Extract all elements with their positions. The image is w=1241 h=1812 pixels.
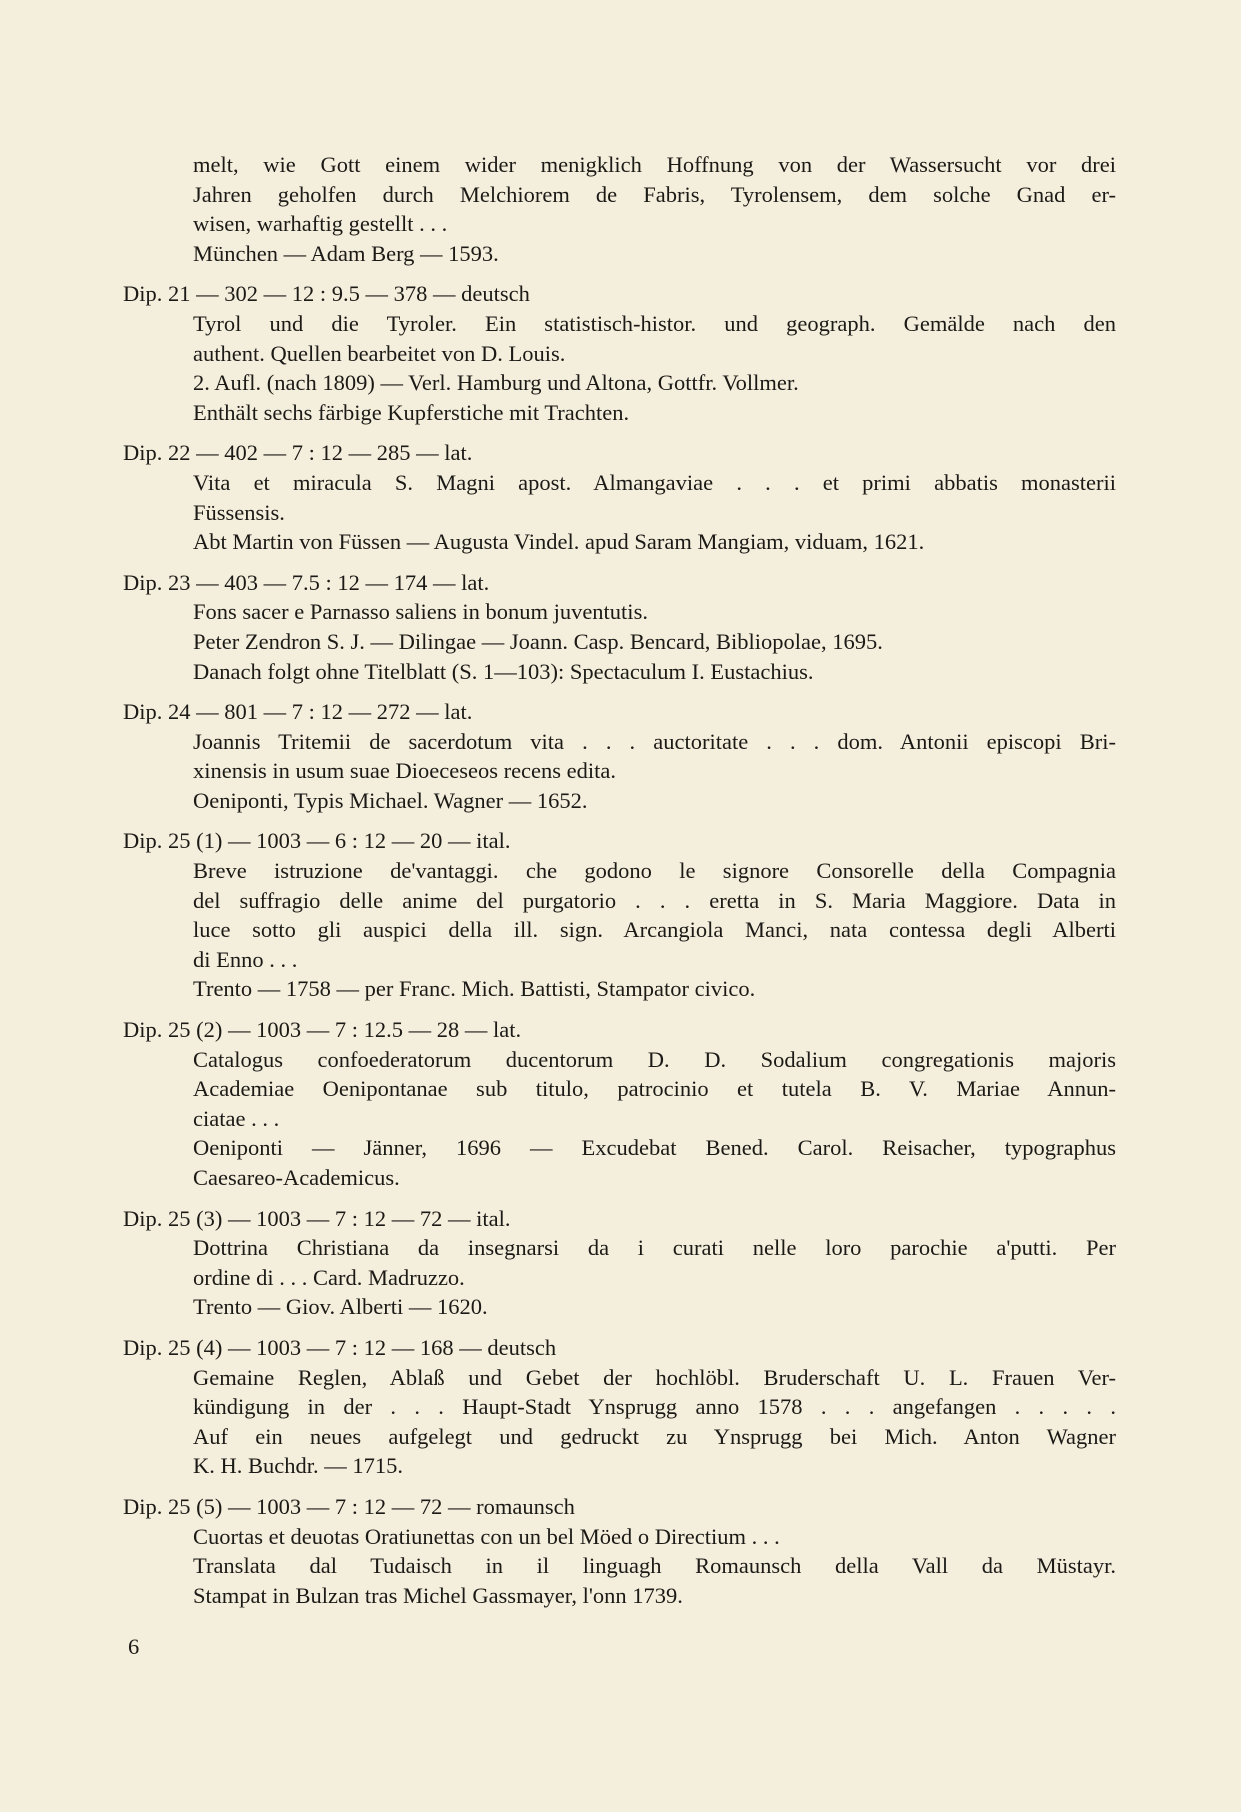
catalog-entry-dip-22 [0, 438, 1241, 556]
catalog-entry-dip-21 [0, 279, 1241, 427]
text-line: Abt Martin von Füssen — Augusta Vindel. apud Saram Mangiam, viduam, 1621. [193, 529, 925, 555]
text-line: Gemaine Reglen, Ablaß und Gebet der hochlöbl. Bruderschaft U. L. Frauen Ver- [193, 1364, 1116, 1390]
catalog-entry-dip-25-4 [0, 1333, 1241, 1481]
entry-heading: Dip. 25 (3) — 1003 — 7 : 12 — 72 — ital. [123, 1205, 511, 1231]
text-line: Füssensis. [193, 499, 285, 525]
text-line: Peter Zendron S. J. — Dilingae — Joann. Casp. Bencard, Bibliopolae, 1695. [193, 628, 883, 654]
catalog-entry-dip-23 [0, 568, 1241, 686]
text-line: Tyrol und die Tyroler. Ein statistisch-histor. und geograph. Gemälde nach den [193, 310, 1116, 336]
text-line: luce sotto gli auspici della ill. sign. Arcangiola Manci, nata contessa degli Alberti [193, 917, 1116, 943]
text-line: Trento — Giov. Alberti — 1620. [193, 1294, 488, 1320]
text-line: authent. Quellen bearbeitet von D. Louis. [193, 340, 566, 366]
entry-heading: Dip. 21 — 302 — 12 : 9.5 — 378 — deutsch [123, 281, 530, 307]
text-line: Dottrina Christiana da insegnarsi da i curati nelle loro parochie a'putti. Per [193, 1235, 1116, 1261]
text-line: xinensis in usum suae Dioeceseos recens edita. [193, 758, 617, 784]
text-line: Joannis Tritemii de sacerdotum vita . . . auctoritate . . . dom. Antonii episcopi Bri- [193, 728, 1116, 754]
entry-heading: Dip. 25 (1) — 1003 — 6 : 12 — 20 — ital. [123, 828, 511, 854]
text-line: Academiae Oenipontanae sub titulo, patrocinio et tutela B. V. Mariae Annun- [193, 1076, 1116, 1102]
text-line: del suffragio delle anime del purgatorio . . . eretta in S. Maria Maggiore. Data in [193, 887, 1116, 913]
text-line: wisen, warhaftig gestellt . . . [193, 211, 448, 237]
entry-heading: Dip. 22 — 402 — 7 : 12 — 285 — lat. [123, 440, 473, 466]
text-line: Catalogus confoederatorum ducentorum D. D. Sodalium congregationis majoris [193, 1046, 1116, 1072]
text-line: Danach folgt ohne Titelblatt (S. 1—103): Spectaculum I. Eustachius. [193, 658, 814, 684]
text-line: kündigung in der . . . Haupt-Stadt Ynsprugg anno 1578 . . . angefangen . . . . . [193, 1394, 1116, 1420]
text-line: Trento — 1758 — per Franc. Mich. Battisti, Stampator civico. [193, 976, 756, 1002]
catalog-entry-dip-25-5 [0, 1492, 1241, 1610]
catalog-text [0, 150, 1241, 1610]
text-line: ciatae . . . [193, 1105, 280, 1131]
entry-heading: Dip. 25 (4) — 1003 — 7 : 12 — 168 — deutsch [123, 1334, 557, 1360]
text-line: München — Adam Berg — 1593. [193, 240, 499, 266]
text-line: Oeniponti, Typis Michael. Wagner — 1652. [193, 787, 588, 813]
catalog-entry-dip-25-1 [0, 826, 1241, 1004]
text-line: Auf ein neues aufgelegt und gedruckt zu Ynsprugg bei Mich. Anton Wagner [193, 1423, 1116, 1449]
text-line: di Enno . . . [193, 946, 298, 972]
entry-heading: Dip. 25 (5) — 1003 — 7 : 12 — 72 — romaunsch [123, 1493, 575, 1519]
text-line: Translata dal Tudaisch in il linguagh Romaunsch della Vall da Müstayr. [193, 1553, 1116, 1579]
text-line: Caesareo-Academicus. [193, 1165, 400, 1190]
text-line: ordine di . . . Card. Madruzzo. [193, 1264, 465, 1290]
text-line: K. H. Buchdr. — 1715. [193, 1453, 403, 1479]
text-line: Cuortas et deuotas Oratiunettas con un bel Möed o Directium . . . [193, 1523, 780, 1549]
text-line: Jahren geholfen durch Melchiorem de Fabris, Tyrolensem, dem solche Gnad er- [193, 181, 1116, 207]
text-line: Enthält sechs färbige Kupferstiche mit Trachten. [193, 399, 630, 425]
intro-paragraph [0, 150, 1241, 268]
text-line: 2. Aufl. (nach 1809) — Verl. Hamburg und Altona, Gottfr. Vollmer. [193, 370, 799, 396]
catalog-entry-dip-24 [0, 697, 1241, 815]
catalog-entry-dip-25-2 [0, 1015, 1241, 1193]
text-line: Vita et miracula S. Magni apost. Almangaviae . . . et primi abbatis monasterii [193, 469, 1116, 495]
entry-heading: Dip. 25 (2) — 1003 — 7 : 12.5 — 28 — lat. [123, 1017, 522, 1043]
text-line: Breve istruzione de'vantaggi. che godono le signore Consorelle della Compagnia [193, 858, 1116, 884]
text-line: Fons sacer e Parnasso saliens in bonum juventutis. [193, 599, 648, 625]
page-number: 6 [128, 1634, 140, 1659]
text-line: Stampat in Bulzan tras Michel Gassmayer, l'onn 1739. [193, 1582, 683, 1608]
entry-heading: Dip. 24 — 801 — 7 : 12 — 272 — lat. [123, 699, 473, 725]
text-line: melt, wie Gott einem wider menigklich Hoffnung von der Wassersucht vor drei [193, 152, 1116, 177]
catalog-entry-dip-25-3 [0, 1204, 1241, 1322]
entry-heading: Dip. 23 — 403 — 7.5 : 12 — 174 — lat. [123, 569, 490, 595]
text-line: Oeniponti — Jänner, 1696 — Excudebat Bened. Carol. Reisacher, typographus [193, 1135, 1116, 1161]
